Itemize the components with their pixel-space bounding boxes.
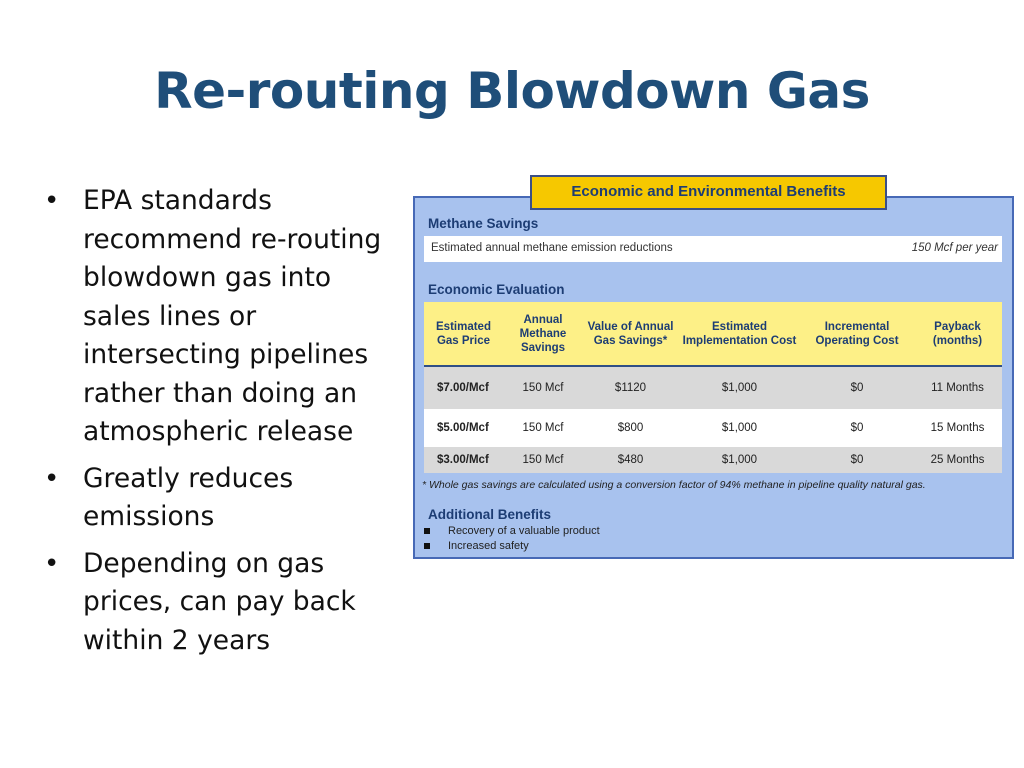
table-cell: 150 Mcf — [522, 422, 564, 434]
additional-benefit-text: Increased safety — [448, 540, 529, 552]
square-bullet-icon — [424, 528, 430, 534]
table-row — [424, 367, 1002, 409]
economic-evaluation-title: Economic Evaluation — [428, 282, 565, 297]
bullet-item — [42, 545, 402, 661]
bullet-text: EPA standards recommend re-routing blowdown gas into sales lines or intersecting pipelines rather than doing an atmospheric release — [83, 185, 382, 447]
table-cell: $0 — [850, 422, 864, 434]
column-header: Value of Annual Gas Savings* — [587, 320, 674, 347]
additional-benefits-title: Additional Benefits — [428, 507, 552, 522]
table-cell: 150 Mcf — [522, 454, 564, 466]
table-cell: 15 Months — [930, 422, 985, 434]
table-cell: $1,000 — [721, 454, 758, 466]
square-bullet-icon — [424, 543, 430, 549]
bullet-text: Greatly reduces emissions — [83, 462, 294, 532]
table-cell: $0 — [850, 382, 864, 394]
bullet-dot-icon: • — [44, 186, 60, 216]
bullet-list — [42, 182, 402, 668]
methane-savings-title: Methane Savings — [428, 216, 539, 231]
methane-savings-row — [424, 236, 1002, 262]
additional-benefit-item — [424, 540, 529, 552]
column-header: Annual Methane Savings — [519, 313, 567, 354]
table-cell: $7.00/Mcf — [437, 382, 489, 394]
table-cell: 25 Months — [930, 454, 985, 466]
table-cell: $800 — [617, 422, 644, 434]
table-cell: $480 — [617, 454, 644, 466]
column-header: Estimated Implementation Cost — [682, 320, 797, 347]
table-cell: $1,000 — [721, 422, 758, 434]
footnote: * Whole gas savings are calculated using a conversion factor of 94% methane in pipeline quality natural gas. — [422, 479, 926, 491]
bullet-dot-icon: • — [44, 463, 60, 494]
table-row — [424, 447, 1002, 473]
bullet-text: Depending on gas prices, can pay back within 2 years — [83, 547, 356, 656]
additional-benefit-text: Recovery of a valuable product — [448, 525, 600, 537]
column-header: Estimated Gas Price — [436, 320, 491, 347]
methane-label: Estimated annual methane emission reductions — [431, 242, 673, 254]
additional-benefit-item — [424, 525, 600, 537]
table-cell: $3.00/Mcf — [437, 454, 489, 466]
table-cell: 150 Mcf — [522, 382, 564, 394]
column-header: Payback (months) — [932, 320, 983, 347]
table-header-row — [424, 302, 1002, 367]
table-cell: 11 Months — [931, 382, 984, 394]
bullet-item — [42, 460, 402, 537]
bullet-item — [42, 182, 402, 452]
economic-evaluation-table — [424, 302, 1002, 473]
table-cell: $1,000 — [721, 382, 758, 394]
benefits-panel — [413, 196, 1014, 559]
table-cell: $5.00/Mcf — [437, 422, 489, 434]
table-cell: $1120 — [614, 382, 647, 394]
table-cell: $0 — [850, 454, 864, 466]
slide-title: Re-routing Blowdown Gas — [154, 62, 870, 120]
table-row — [424, 409, 1002, 447]
column-header: Incremental Operating Cost — [815, 320, 899, 347]
bullet-dot-icon: • — [44, 548, 60, 579]
benefits-header: Economic and Environmental Benefits — [530, 175, 887, 210]
methane-value: 150 Mcf per year — [911, 242, 998, 254]
